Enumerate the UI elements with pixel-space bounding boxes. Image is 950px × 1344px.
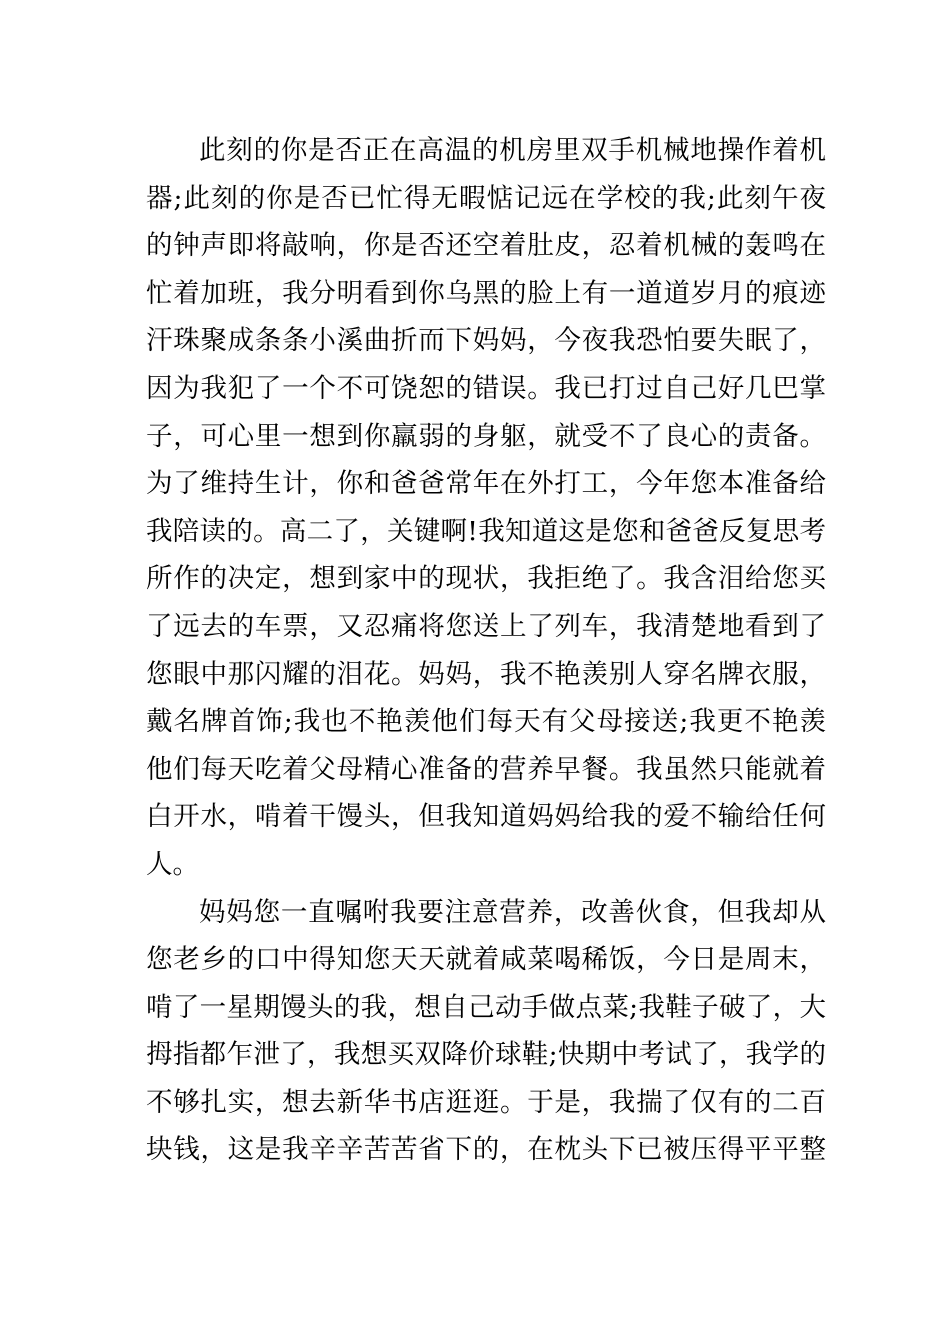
text-line: 块钱，这是我辛辛苦苦省下的，在枕头下已被压得平平整 [146, 1134, 826, 1166]
text-line: 白开水，啃着干馒头，但我知道妈妈给我的爱不输给任何 [146, 801, 826, 833]
text-line: 忙着加班，我分明看到你乌黑的脸上有一道道岁月的痕迹 [146, 277, 826, 309]
text-line: 您眼中那闪耀的泪花。妈妈，我不艳羡别人穿名牌衣服， [146, 658, 826, 690]
text-line: 啃了一星期馒头的我，想自己动手做点菜;我鞋子破了，大 [146, 991, 826, 1023]
text-line: 器;此刻的你是否已忙得无暇惦记远在学校的我;此刻午夜 [146, 182, 826, 214]
text-line: 人。 [146, 848, 199, 880]
text-line: 妈妈您一直嘱咐我要注意营养，改善伙食，但我却从 [199, 896, 826, 928]
text-line: 此刻的你是否正在高温的机房里双手机械地操作着机 [199, 135, 826, 166]
paragraph-1 [146, 127, 826, 889]
text-line: 您老乡的口中得知您天天就着咸菜喝稀饭，今日是周末， [146, 944, 826, 976]
text-line: 为了维持生计，你和爸爸常年在外打工，今年您本准备给 [146, 468, 826, 500]
document-body [146, 127, 826, 1174]
text-line: 了远去的车票，又忍痛将您送上了列车，我清楚地看到了 [146, 610, 826, 642]
text-line: 的钟声即将敲响，你是否还空着肚皮，忍着机械的轰鸣在 [146, 230, 826, 262]
text-line: 我陪读的。高二了，关键啊!我知道这是您和爸爸反复思考 [146, 515, 826, 547]
text-line: 戴名牌首饰;我也不艳羡他们每天有父母接送;我更不艳羡 [146, 706, 826, 738]
text-line: 因为我犯了一个不可饶恕的错误。我已打过自己好几巴掌 [146, 372, 826, 404]
text-line: 不够扎实，想去新华书店逛逛。于是，我揣了仅有的二百 [146, 1086, 826, 1118]
text-line: 拇指都乍泄了，我想买双降价球鞋;快期中考试了，我学的 [146, 1039, 826, 1071]
text-line: 汗珠聚成条条小溪曲折而下妈妈，今夜我恐怕要失眠了， [146, 325, 826, 357]
text-line: 他们每天吃着父母精心准备的营养早餐。我虽然只能就着 [146, 753, 826, 785]
text-line: 子，可心里一想到你羸弱的身躯，就受不了良心的责备。 [146, 420, 826, 452]
text-line: 所作的决定，想到家中的现状，我拒绝了。我含泪给您买 [146, 563, 826, 595]
paragraph-2 [146, 889, 826, 1175]
